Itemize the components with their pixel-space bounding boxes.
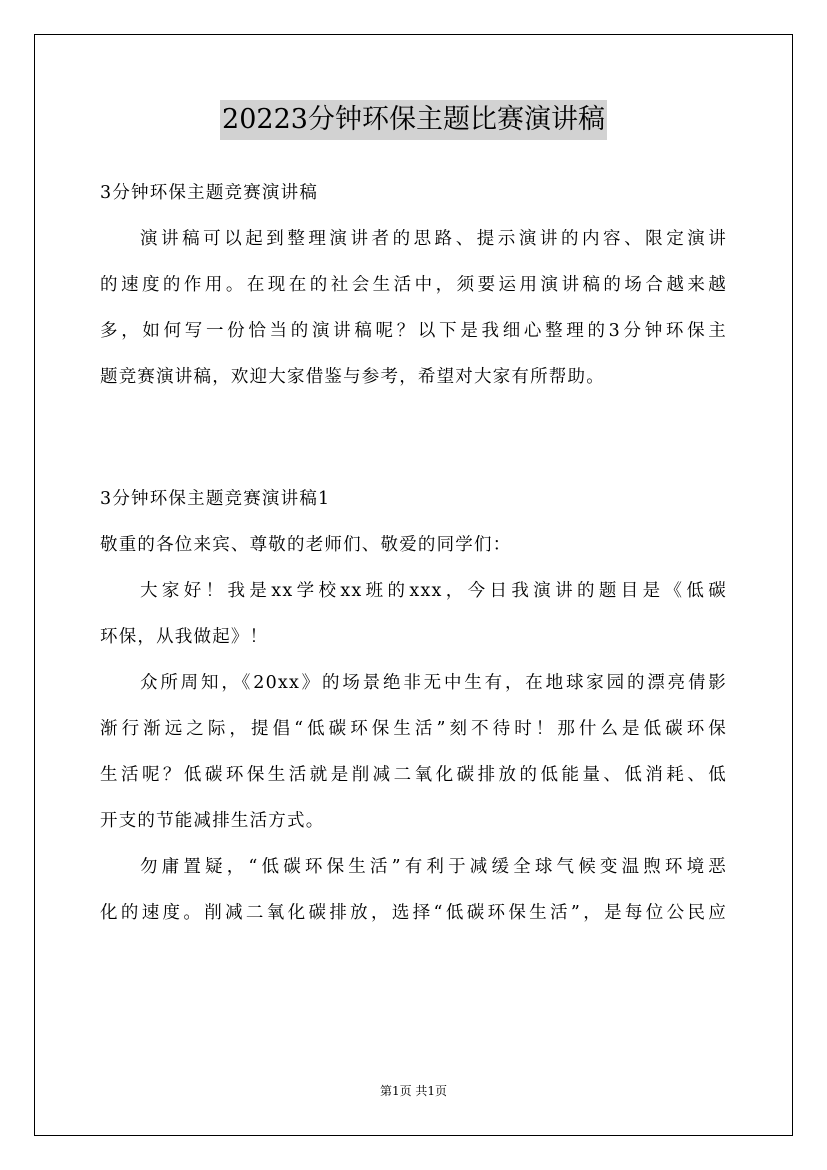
page-footer: 第1页 共1页 xyxy=(379,1084,448,1098)
salutation: 敬重的各位来宾、尊敬的老师们、敬爱的同学们： xyxy=(100,535,512,555)
paragraph-line: 勿庸置疑，“低碳环保生活”有利于减缓全球气候变温煦环境恶 xyxy=(140,857,727,877)
paragraph-line: 生活呢？低碳环保生活就是削减二氧化碳排放的低能量、低消耗、低 xyxy=(100,765,727,785)
intro-line: 演讲稿可以起到整理演讲者的思路、提示演讲的内容、限定演讲 xyxy=(140,229,727,249)
subtitle: 3分钟环保主题竞赛演讲稿 xyxy=(100,183,319,203)
paragraph-line: 渐行渐远之际，提倡“低碳环保生活”刻不待时！那什么是低碳环保 xyxy=(100,719,727,739)
paragraph-line: 大家好！我是xx学校xx班的xxx，今日我演讲的题目是《低碳 xyxy=(140,581,727,601)
section-spacer xyxy=(100,400,727,476)
title-container xyxy=(0,100,827,140)
paragraph-line: 化的速度。削减二氧化碳排放，选择“低碳环保生活”，是每位公民应 xyxy=(100,903,727,923)
paragraph-line: 环保，从我做起》！ xyxy=(100,627,269,647)
intro-line: 题竞赛演讲稿，欢迎大家借鉴与参考，希望对大家有所帮助。 xyxy=(100,367,605,387)
intro-line: 的速度的作用。在现在的社会生活中，须要运用演讲稿的场合越来越 xyxy=(100,275,727,295)
paragraph-line: 开支的节能减排生活方式。 xyxy=(100,811,325,831)
section-heading: 3分钟环保主题竞赛演讲稿1 xyxy=(100,489,331,509)
paragraph-line: 众所周知，《20xx》的场景绝非无中生有，在地球家园的漂亮倩影 xyxy=(140,673,727,693)
intro-line: 多，如何写一份恰当的演讲稿呢？以下是我细心整理的3分钟环保主 xyxy=(100,321,727,341)
document-title: 20223分钟环保主题比赛演讲稿 xyxy=(220,100,607,140)
document-body xyxy=(100,170,727,936)
